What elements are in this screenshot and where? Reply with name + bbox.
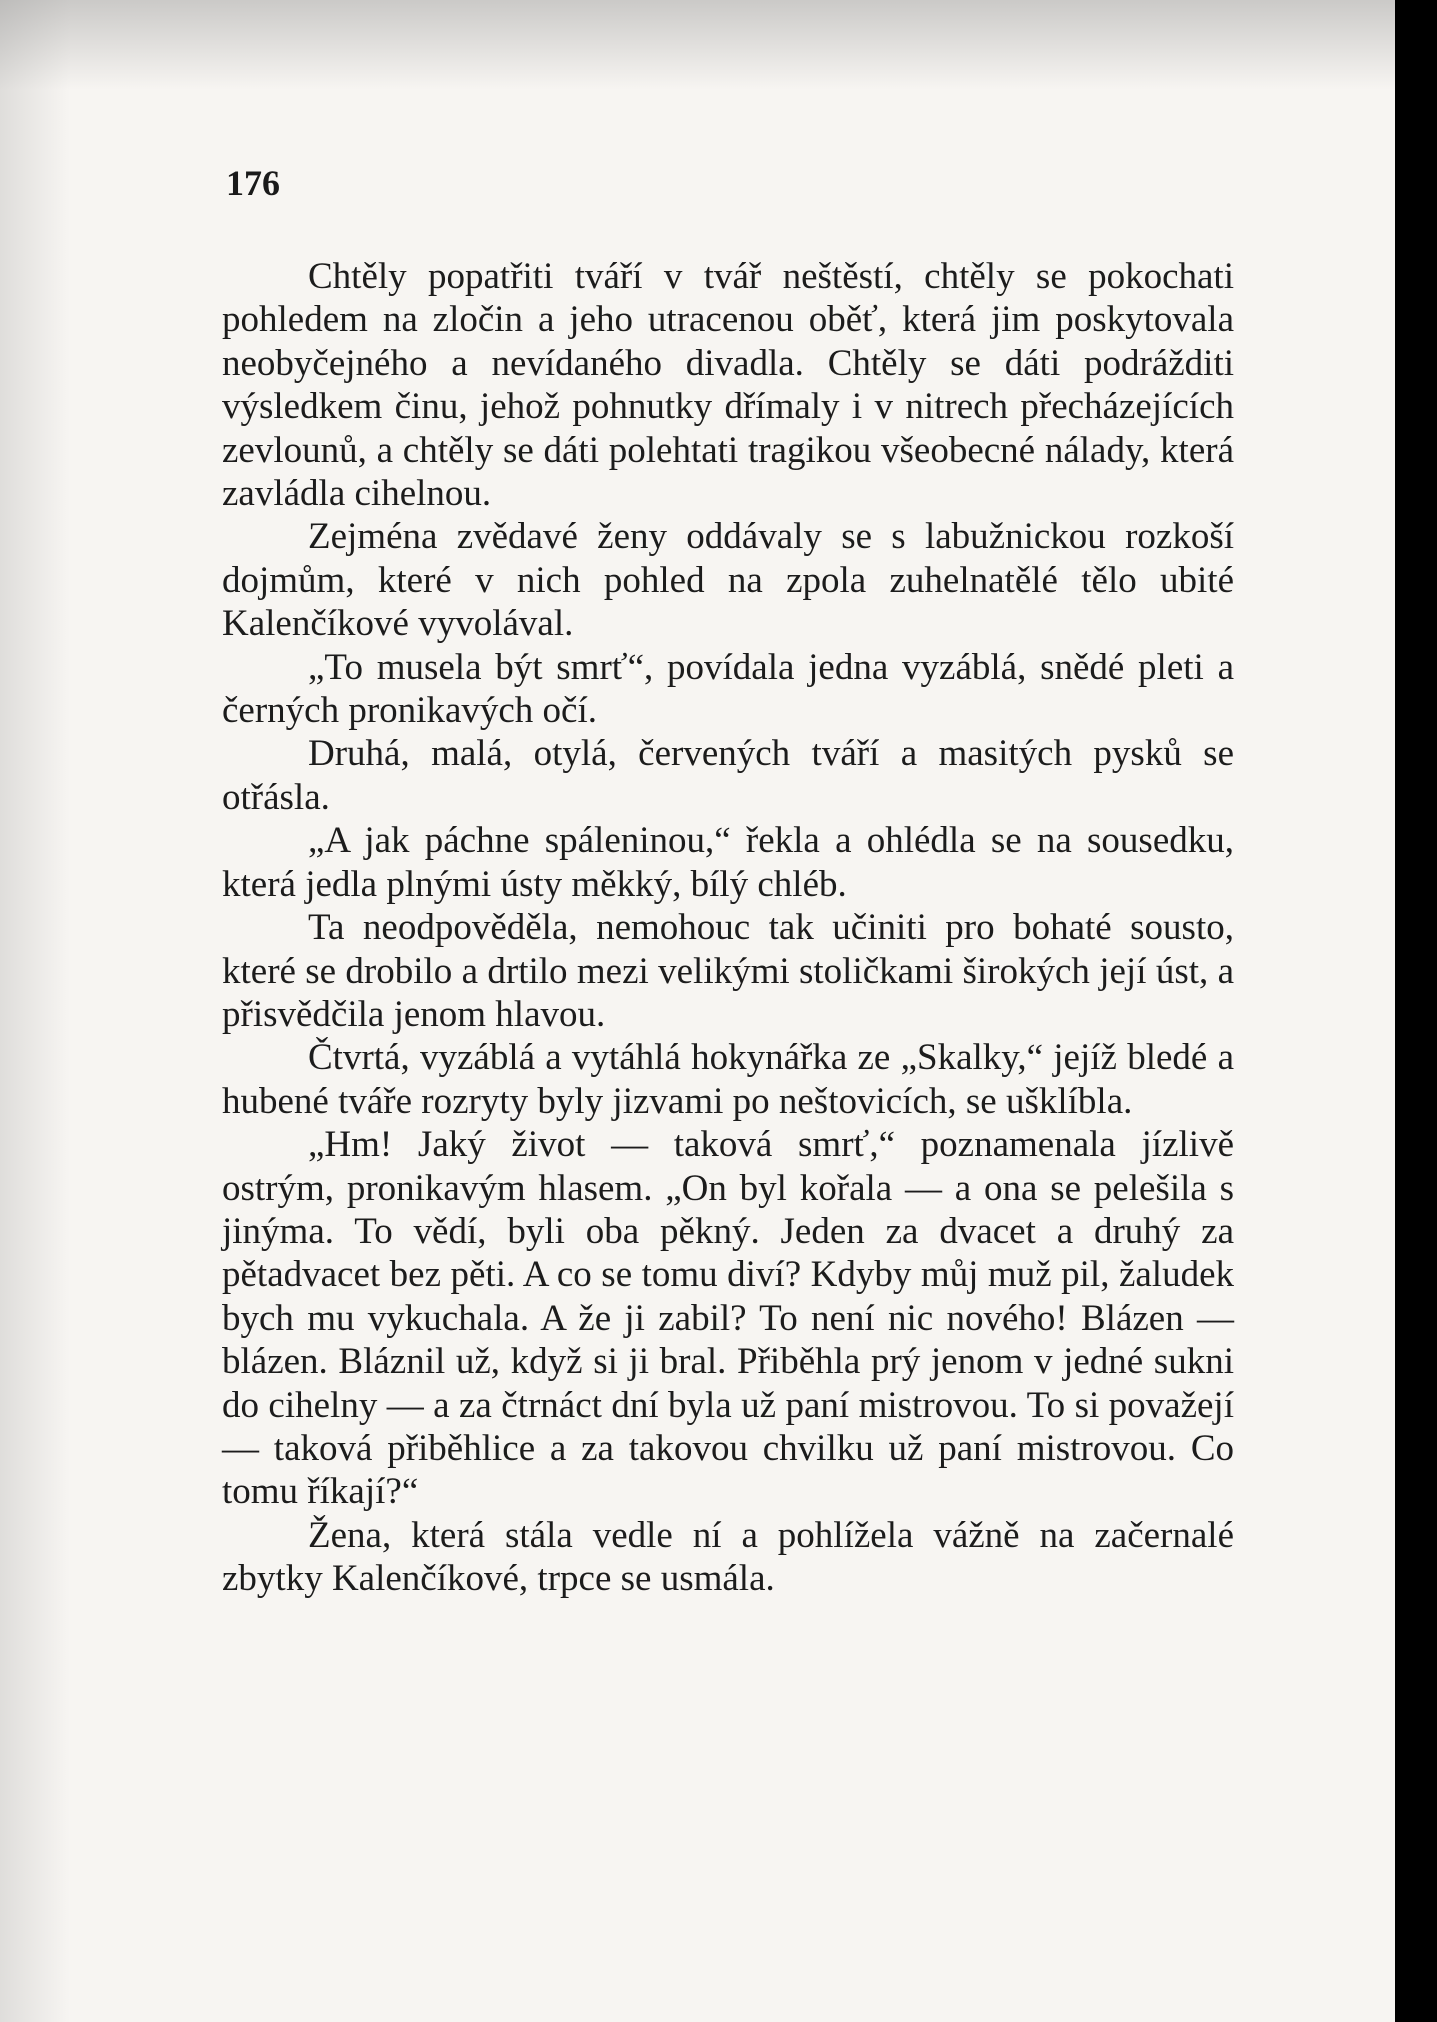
scan-black-edge xyxy=(1395,0,1437,2022)
page-shadow-top xyxy=(0,0,1395,90)
paragraph: „To musela být smrť“, povídala jedna vyzáblá, snědé pleti a černých pronikavých očí. xyxy=(222,646,1234,732)
paragraph: „A jak páchne spáleninou,“ řekla a ohlédla se na sousedku, která jedla plnými ústy měkký, bílý chléb. xyxy=(222,820,1234,905)
body-text xyxy=(222,255,1234,1601)
paragraph: Čtvrtá, vyzáblá a vytáhlá hokynářka ze „Skalky,“ jejíž bledé a hubené tváře rozryty byly jizvami po neštovicích, se ušklíbla. xyxy=(222,1037,1234,1122)
paragraph: Druhá, malá, otylá, červených tváří a masitých pysků se otřásla. xyxy=(222,733,1234,818)
paragraph: Ta neodpověděla, nemohouc tak učiniti pro bohaté sousto, které se drobilo a drtilo mezi velikými stoličkami širokých její úst, a přisvědčila jenom hlavou. xyxy=(222,907,1234,1035)
paragraph: „Hm! Jaký život — taková smrť,“ poznamenala jízlivě ostrým, pronikavým hlasem. „On byl kořala — a ona se pelešila s jinýma. To vědí, byli oba pěkný. Jeden za dvacet a druhý za pětadvacet bez pěti. A co se tomu diví? Kdyby můj muž pil, žaludek bych mu vykuchala. A že ji zabil? To není nic nového! Blázen — blázen. Bláznil už, když si ji bral. Přiběhla prý jenom v jedné sukni do cihelny — a za čtrnáct dní byla už paní mistrovou. To si považejí — taková přiběhlice a za takovou chvilku už paní mistrovou. Co tomu říkají?“ xyxy=(222,1124,1234,1513)
page-number: 176 xyxy=(226,163,280,203)
page-shadow-left xyxy=(0,0,70,2022)
paragraph: Zejména zvědavé ženy oddávaly se s labužnickou rozkoší dojmům, které v nich pohled na zpola zuhelnatělé tělo ubité Kalenčíkové vyvolával. xyxy=(222,516,1234,645)
paragraph: Chtěly popatřiti tváří v tvář neštěstí, chtěly se pokochati pohledem na zločin a jeho utracenou oběť, která jim poskytovala neobyčejného a nevídaného divadla. Chtěly se dáti podrážditi výsledkem činu, jehož pohnutky dřímaly i v nitrech přecházejících zevlounů, a chtěly se dáti polehtati tragikou všeobecné nálady, která zavládla cihelnou. xyxy=(222,256,1234,515)
paragraph: Žena, která stála vedle ní a pohlížela vážně na začernalé zbytky Kalenčíkové, trpce se usmála. xyxy=(222,1514,1234,1600)
